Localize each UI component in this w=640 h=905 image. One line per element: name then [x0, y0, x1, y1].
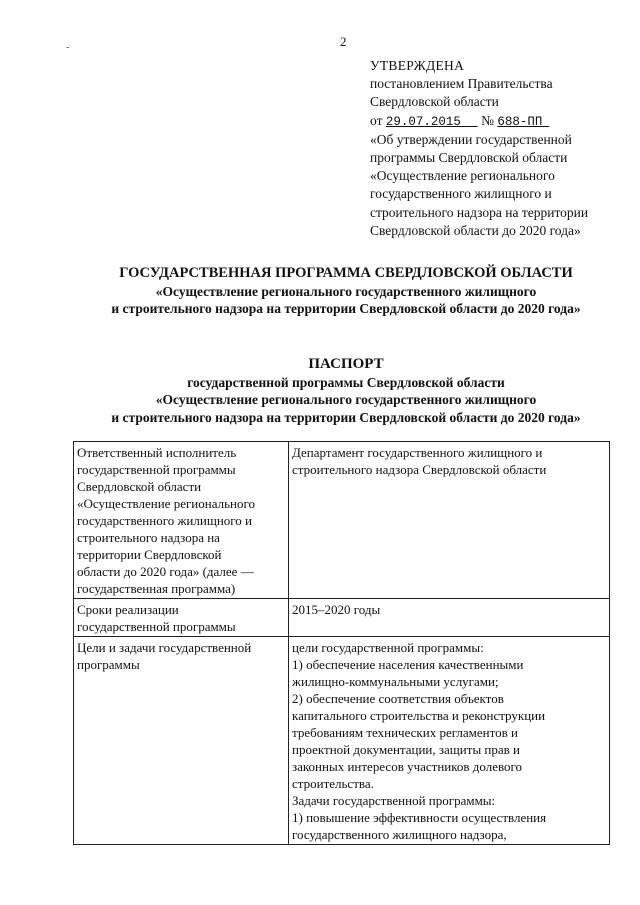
row-value-line: 1) обеспечение населения качественными [292, 657, 524, 672]
row-label-line: области до 2020 года» (далее — [77, 564, 254, 579]
approval-line-2: Свердловской области [370, 94, 499, 110]
row-value-cell [289, 442, 610, 599]
approval-line-5: «Осуществление регионального [370, 168, 555, 184]
row-value-line: 2) обеспечение соответствия объектов [292, 691, 504, 706]
date-prefix: от [370, 112, 383, 128]
row-value-line: проектной документации, защиты прав и [292, 742, 520, 757]
page-number: 2 [340, 34, 347, 49]
row-value-line: капитального строительства и реконструкции [292, 708, 546, 723]
row-value-line: государственного жилищного надзора, [292, 827, 507, 842]
program-title-line-2: «Осуществление регионального государственного жилищного [155, 283, 537, 299]
table-row [74, 637, 610, 845]
passport-table [73, 441, 610, 845]
approval-date-line [370, 112, 628, 131]
row-label-line: государственной программы [77, 619, 236, 634]
row-label-line: территории Свердловской [77, 547, 222, 562]
approval-line-6: государственного жилищного и [370, 186, 552, 202]
passport-heading: ПАСПОРТ [308, 356, 384, 372]
approval-line-1: постановлением Правительства [370, 76, 553, 92]
program-title-line-1: ГОСУДАРСТВЕННАЯ ПРОГРАММА СВЕРДЛОВСКОЙ ОБЛАСТИ [119, 265, 573, 281]
row-value-line: 2015–2020 годы [292, 602, 381, 617]
table-row [74, 599, 610, 637]
row-value-cell [289, 637, 610, 845]
passport-line-1: государственной программы Свердловской области [187, 374, 505, 390]
row-label-line: Свердловской области [77, 479, 202, 494]
approval-line-8: Свердловской области до 2020 года» [370, 222, 581, 238]
passport-line-2: «Осуществление регионального государственного жилищного [155, 392, 537, 407]
table-row [74, 442, 610, 599]
row-label-cell [74, 637, 289, 845]
row-label-line: государственного жилищного и [77, 513, 253, 528]
decree-number: 688-ПП [497, 114, 543, 129]
row-label-line: строительного надзора на [77, 530, 220, 545]
row-label-line: Цели и задачи государственной [77, 640, 252, 655]
row-value-line: жилищно-коммунальными услугами; [292, 674, 499, 689]
row-value-line: строительного надзора Свердловской области [292, 462, 547, 477]
program-title [60, 265, 632, 318]
approval-line-7: строительного надзора на территории [370, 204, 589, 220]
approval-line-3: «Об утверждении государственной [370, 131, 572, 147]
row-label-line: Сроки реализации [77, 602, 179, 617]
program-title-line-3: и строительного надзора на территории Свердловской области до 2020 года» [111, 301, 581, 316]
row-value-cell [289, 599, 610, 637]
passport-line-3: и строительного надзора на территории Свердловской области до 2020 года» [111, 409, 581, 425]
row-value-line: требованиям технических регламентов и [292, 725, 518, 740]
decree-date: 29.07.2015 [385, 114, 461, 129]
scan-mark: - [66, 42, 70, 53]
row-label-line: «Осуществление регионального [77, 496, 255, 511]
row-value-line: Департамент государственного жилищного и [292, 445, 543, 460]
row-value-line: цели государственной программы: [292, 640, 484, 655]
row-value-line: законных интересов участников долевого [292, 759, 523, 774]
approval-heading: УТВЕРЖДЕНА [370, 58, 465, 73]
row-value-line: 1) повышение эффективности осуществления [292, 810, 547, 825]
row-label-cell [74, 442, 289, 599]
passport-title [60, 356, 632, 426]
row-label-line: программы [77, 657, 140, 672]
row-label-cell [74, 599, 289, 637]
approval-stamp [370, 57, 628, 240]
approval-line-4: программы Свердловской области [370, 150, 568, 166]
row-label-line: государственной программы [77, 462, 236, 477]
row-label-line: Ответственный исполнитель [77, 445, 237, 460]
row-label-line: государственная программа) [77, 581, 236, 596]
row-value-line: Задачи государственной программы: [292, 793, 496, 808]
number-prefix: № [481, 112, 495, 128]
row-value-line: строительства. [292, 776, 374, 791]
